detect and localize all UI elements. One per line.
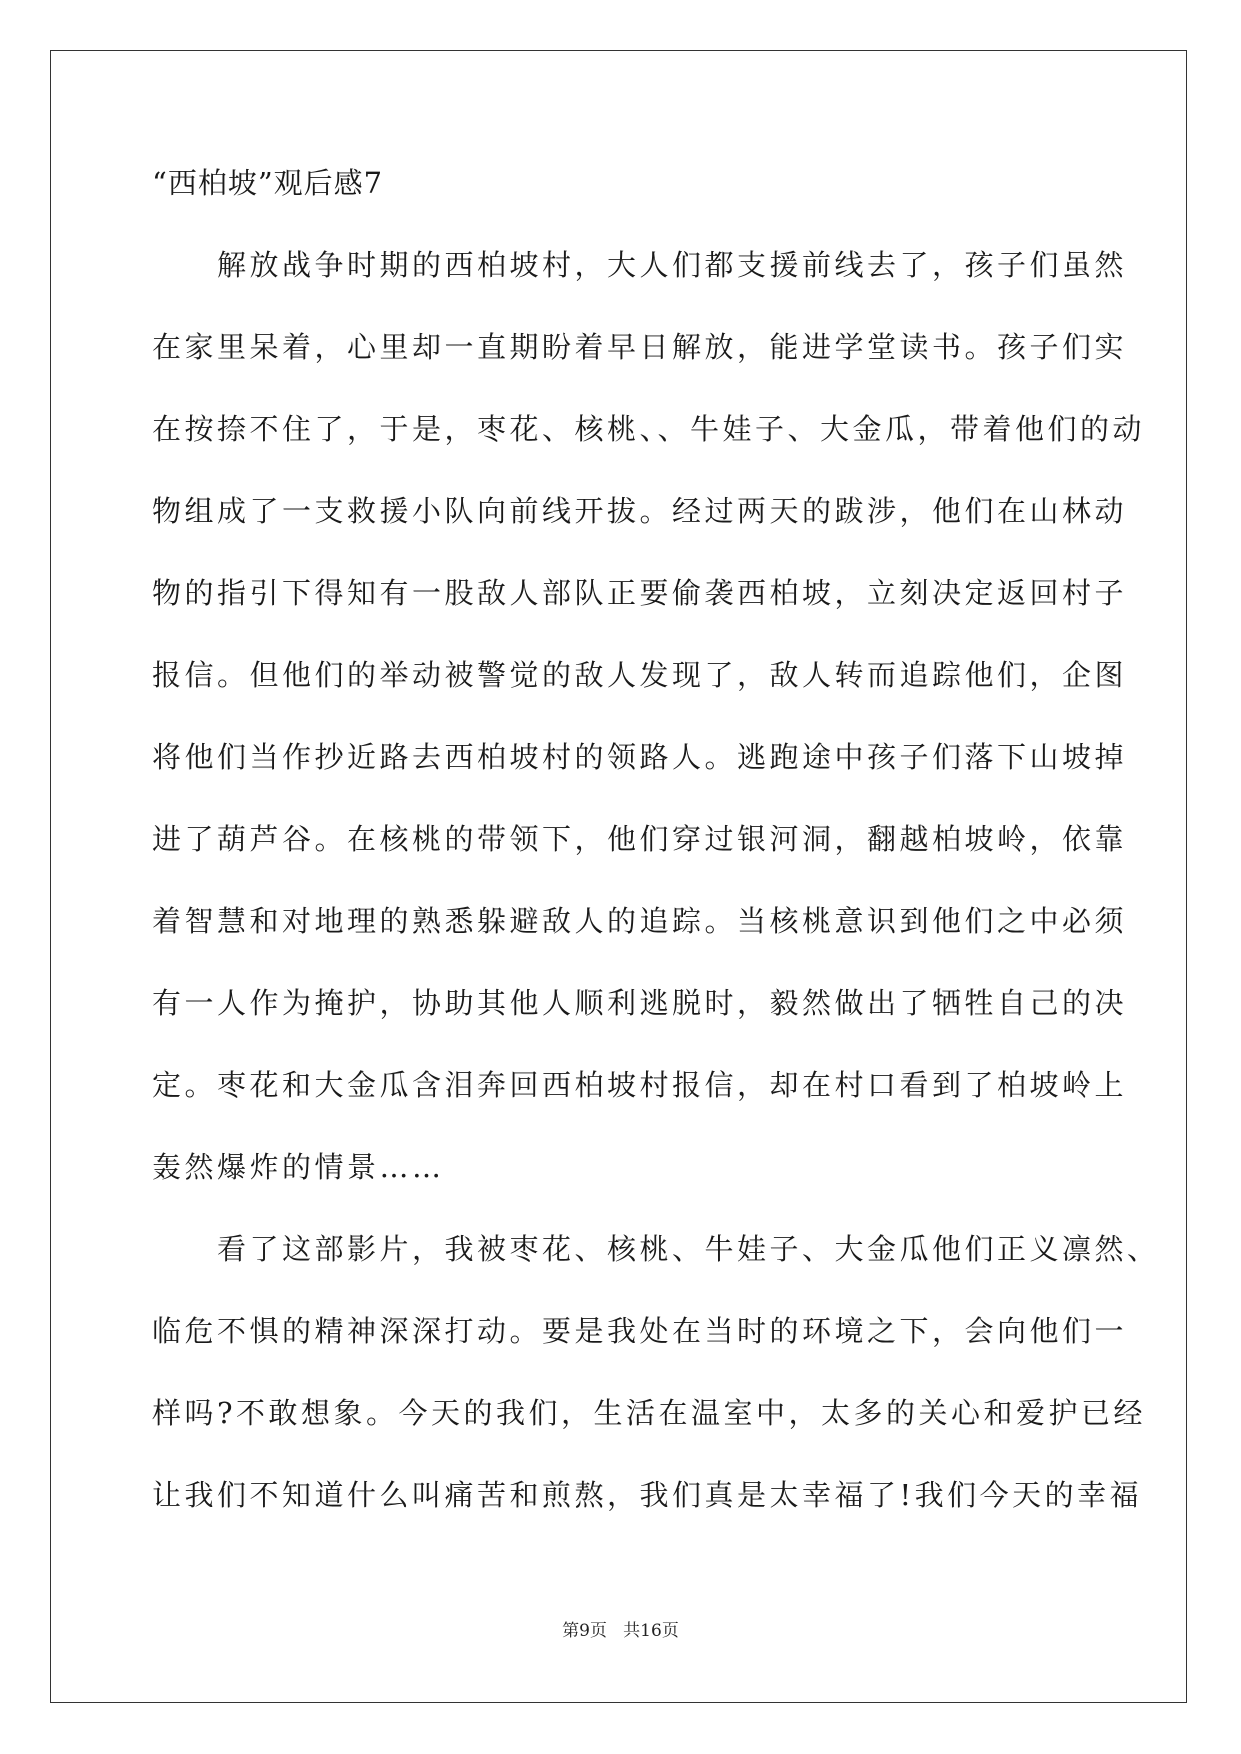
text-line: 报信。但他们的举动被警觉的敌人发现了，敌人转而追踪他们，企图 [152, 658, 1128, 692]
text-line: 着智慧和对地理的熟悉躲避敌人的追踪。当核桃意识到他们之中必须 [152, 904, 1128, 938]
text-line: 有一人作为掩护，协助其他人顺利逃脱时，毅然做出了牺牲自己的决 [152, 986, 1128, 1020]
text-line: 进了葫芦谷。在核桃的带领下，他们穿过银河洞，翻越柏坡岭，依靠 [152, 822, 1128, 856]
text-line: 样吗?不敢想象。今天的我们，生活在温室中，太多的关心和爱护已经 [152, 1396, 1147, 1430]
text-line: 物的指引下得知有一股敌人部队正要偷袭西柏坡，立刻决定返回村子 [152, 576, 1128, 610]
text-line: 在家里呆着，心里却一直期盼着早日解放，能进学堂读书。孩子们实 [152, 330, 1128, 364]
text-line: 在按捺不住了，于是，枣花、核桃、、牛娃子、大金瓜，带着他们的动 [152, 412, 1146, 446]
text-line: 临危不惧的精神深深打动。要是我处在当时的环境之下，会向他们一 [152, 1314, 1128, 1348]
text-line: 物组成了一支救援小队向前线开拔。经过两天的跋涉，他们在山林动 [152, 494, 1128, 528]
page-number-footer: 第9页 共16页 [562, 1621, 679, 1641]
text-line: 让我们不知道什么叫痛苦和煎熬，我们真是太幸福了!我们今天的幸福 [152, 1478, 1143, 1512]
document-title: “西柏坡”观后感7 [152, 166, 384, 200]
text-line: 将他们当作抄近路去西柏坡村的领路人。逃跑途中孩子们落下山坡掉 [152, 740, 1128, 774]
text-line: 解放战争时期的西柏坡村，大人们都支援前线去了，孩子们虽然 [152, 248, 1128, 282]
text-line: 看了这部影片，我被枣花、核桃、牛娃子、大金瓜他们正义凛然、 [152, 1232, 1160, 1266]
text-line: 轰然爆炸的情景…… [152, 1150, 445, 1184]
document-body [152, 160, 1160, 1554]
text-line: 定。枣花和大金瓜含泪奔回西柏坡村报信，却在村口看到了柏坡岭上 [152, 1068, 1128, 1102]
